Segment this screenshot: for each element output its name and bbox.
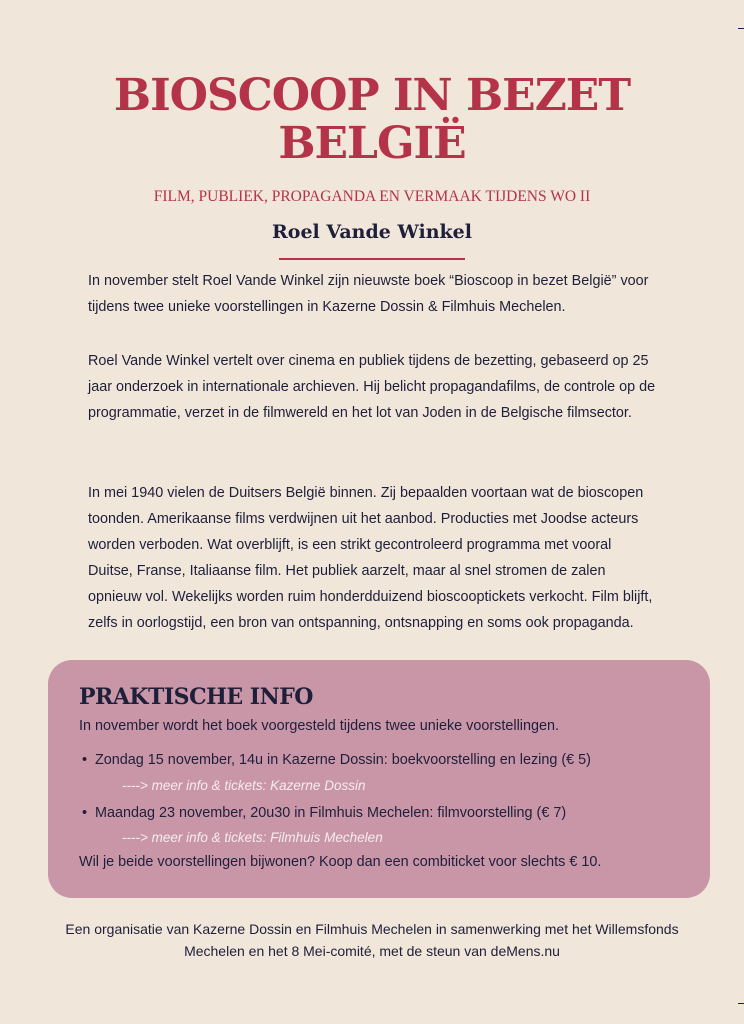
organizer-credits <box>40 918 704 962</box>
footer-line-2: Mechelen en het 8 Mei-comité, met de steun van deMens.nu <box>184 943 560 959</box>
history-paragraph: In mei 1940 vielen de Duitsers België binnen. Zij bepaalden voortaan wat de bioscopen toonden. Amerikaanse films verdwijnen uit het aanbod. Producties met Joodse acteurs worden verboden. Wat overblijft, is een strikt gecontroleerd programma met vooral Duitse, Franse, Italiaanse film. Het publiek aarzelt, maar al snel stromen de zalen opnieuw vol. Wekelijks worden ruim honderdduizend bioscooptickets verkocht. Film blijft, zelfs in oorlogstijd, een bron van ontspanning, ontsnapping en soms ook propaganda. <box>88 485 653 631</box>
intro-paragraph: In november stelt Roel Vande Winkel zijn nieuwste boek “Bioscoop in bezet België” voor tijdens twee unieke voorstellingen in Kazerne Dossin & Filmhuis Mechelen. <box>88 273 649 315</box>
crop-mark-top <box>738 28 744 29</box>
link-kazerne-dossin-tickets[interactable]: ----> meer info & tickets: Kazerne Dossin <box>122 778 366 793</box>
author-name: Roel Vande Winkel <box>271 221 472 243</box>
title-line-2: BELGIË <box>278 118 466 169</box>
event-item-kazerne-dossin: • Zondag 15 november, 14u in Kazerne Dossin: boekvoorstelling en lezing (€ 5) <box>95 752 591 768</box>
description-paragraph: Roel Vande Winkel vertelt over cinema en publiek tijdens de bezetting, gebaseerd op 25 jaar onderzoek in internationale archieven. Hij belicht propagandafilms, de controle op de programmatie, verzet in de filmwereld en het lot van Joden in de Belgische filmsector. <box>88 353 656 421</box>
page-title <box>0 72 744 168</box>
crop-mark-bottom <box>738 1003 744 1004</box>
info-title: PRAKTISCHE INFO <box>79 684 313 710</box>
info-intro: In november wordt het boek voorgesteld tijdens twee unieke voorstellingen. <box>79 718 559 734</box>
combiticket-note: Wil je beide voorstellingen bijwonen? Koop dan een combiticket voor slechts € 10. <box>79 854 602 870</box>
author-underline <box>279 258 465 260</box>
practical-info-box <box>48 660 710 898</box>
subtitle: FILM, PUBLIEK, PROPAGANDA EN VERMAAK TIJDENS WO II <box>153 188 591 205</box>
footer-line-1: Een organisatie van Kazerne Dossin en Filmhuis Mechelen in samenwerking met het Willemsfonds <box>65 921 679 937</box>
title-line-1: BIOSCOOP IN BEZET <box>113 70 631 121</box>
event-item-filmhuis-mechelen: • Maandag 23 november, 20u30 in Filmhuis Mechelen: filmvoorstelling (€ 7) <box>95 805 566 821</box>
link-filmhuis-mechelen-tickets[interactable]: ----> meer info & tickets: Filmhuis Mechelen <box>122 830 383 845</box>
